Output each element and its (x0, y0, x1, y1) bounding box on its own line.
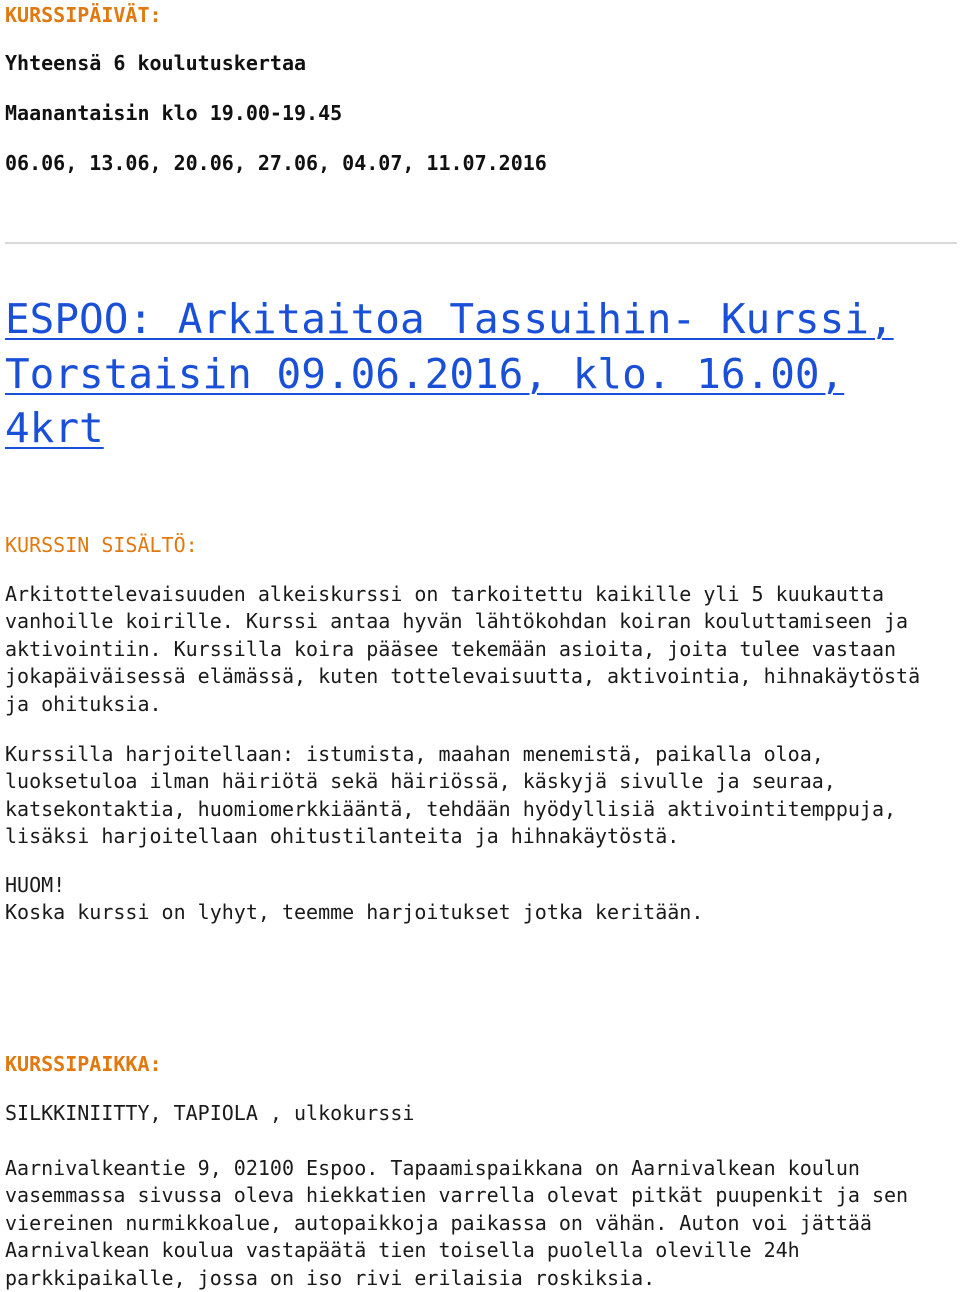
location-place: SILKKINIITTY, TAPIOLA , ulkokurssi (5, 1101, 415, 1125)
location-heading: KURSSIPAIKKA: (5, 1052, 162, 1076)
note-label: HUOM! (5, 873, 66, 897)
schedule-dates: 06.06, 13.06, 20.06, 27.06, 04.07, 11.07.2016 (5, 151, 547, 175)
content-heading: KURSSIN SISÄLTÖ: (5, 533, 198, 557)
content-paragraph-2: Kurssilla harjoitellaan: istumista, maahan menemistä, paikalla oloa, luoksetuloa ilman häiriötä sekä häiriössä, käskyjä sivulle ja seuraa, katsekontaktia, huomiomerkkiääntä, tehdään hyödyllisiä aktivointitemppuja, lisäksi harjoitellaan ohitustilanteita ja hihnakäytöstä. (5, 742, 897, 849)
content-paragraph-1: Arkitottelevaisuuden alkeiskurssi on tarkoitettu kaikille yli 5 kuukautta vanhoille koirille. Kurssi antaa hyvän lähtökohdan koiran kouluttamiseen ja aktivointiin. Kurssilla koira pääsee tekemään asioita, joita tulee vastaan jokapäiväisessä elämässä, kuten tottelevaisuutta, aktivointia, hihnakäytöstä ja ohituksia. (5, 582, 921, 716)
course-title-link[interactable]: ESPOO: Arkitaitoa Tassuihin- Kurssi, Torstaisin 09.06.2016, klo. 16.00, 4krt (5, 295, 894, 452)
schedule-weekday-time: Maanantaisin klo 19.00-19.45 (5, 101, 343, 125)
location-directions: Aarnivalkeantie 9, 02100 Espoo. Tapaamispaikkana on Aarnivalkean koulun vasemmassa sivussa oleva hiekkatien varrella olevat pitkät puupenkit ja sen viereinen nurmikkoalue, autopaikkoja paikassa on vähän. Auton voi jättää Aarnivalkean koulua vastapäätä tien toisella puolella oleville 24h parkkipaikalle, jossa on iso rivi erilaisia roskiksia. (5, 1156, 909, 1290)
schedule-total: Yhteensä 6 koulutuskertaa (5, 51, 307, 75)
note-text: Koska kurssi on lyhyt, teemme harjoitukset jotka keritään. (5, 900, 704, 924)
schedule-heading: KURSSIPÄIVÄT: (5, 3, 162, 27)
section-divider (5, 242, 957, 244)
